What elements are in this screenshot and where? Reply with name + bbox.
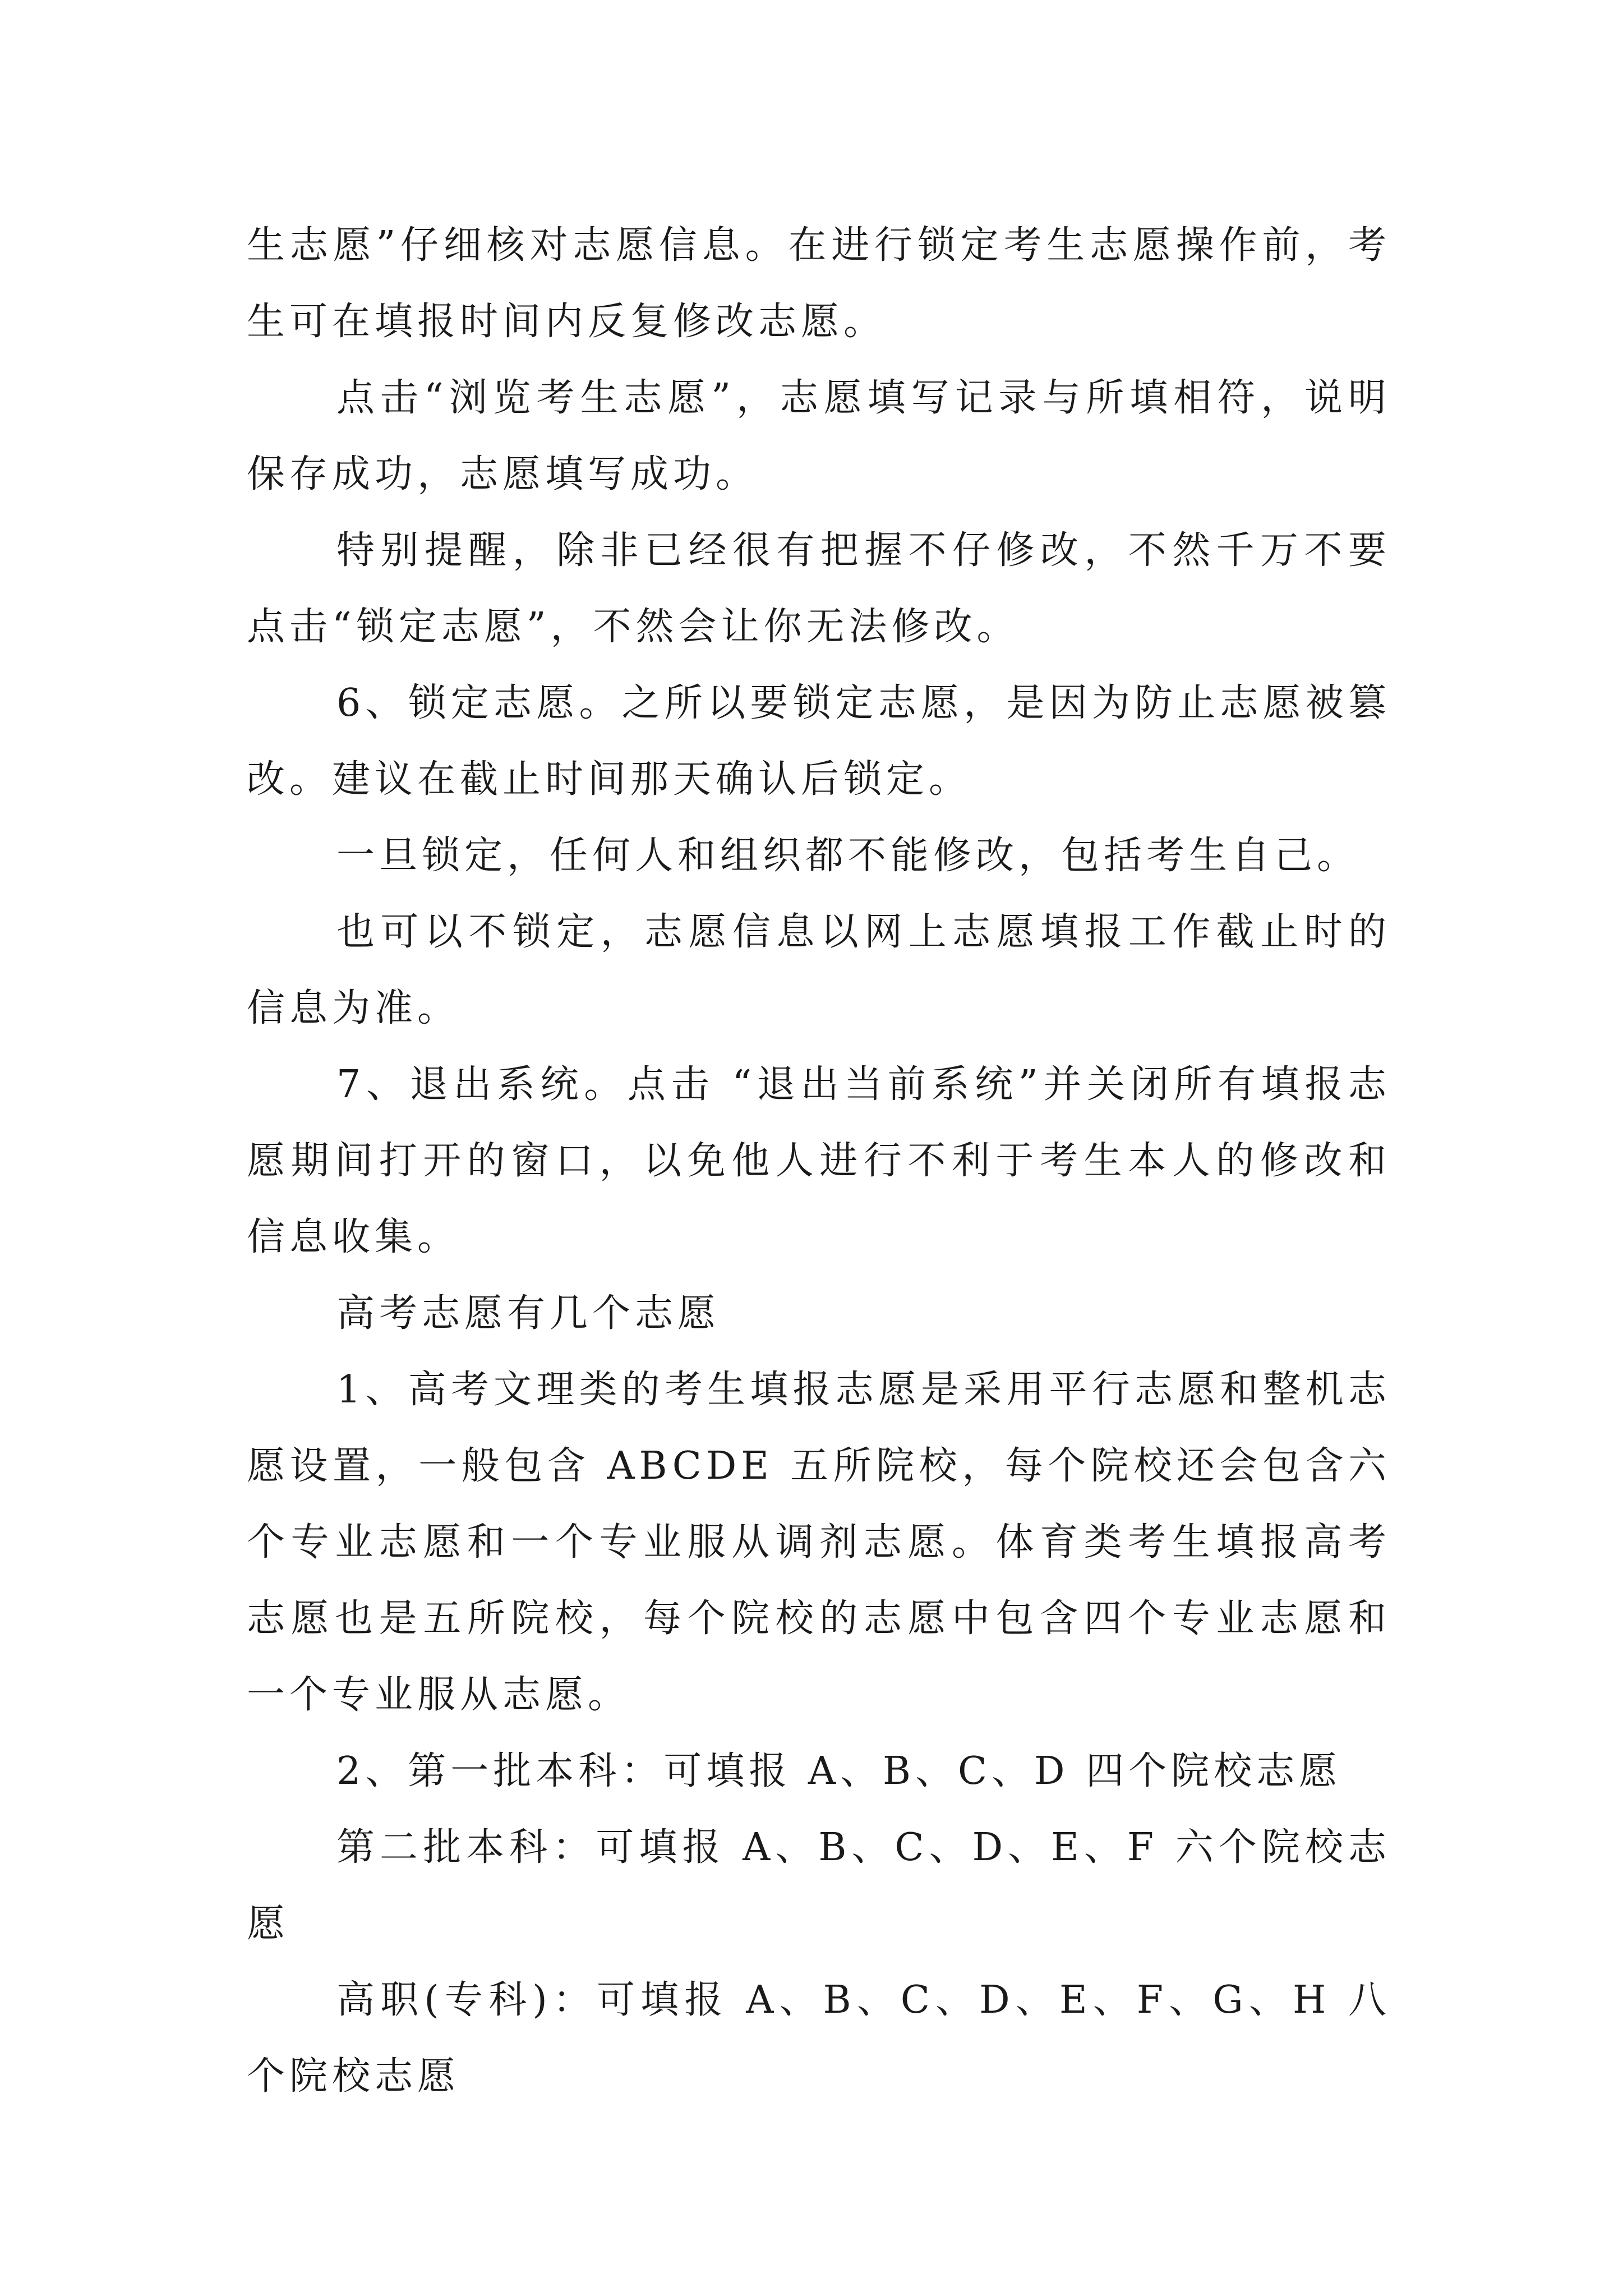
paragraph-continuation: 生志愿”仔细核对志愿信息。在进行锁定考生志愿操作前，考生可在填报时间内反复修改志愿。	[247, 223, 1391, 344]
paragraph-point-2-first-batch: 2、第一批本科：可填报 A、B、C、D 四个院校志愿	[336, 1749, 1342, 1793]
paragraph-once-locked: 一旦锁定，任何人和组织都不能修改，包括考生自己。	[336, 834, 1360, 878]
paragraph-vocational: 高职(专科)：可填报 A、B、C、D、E、F、G、H 八个院校志愿	[247, 1978, 1391, 2099]
paragraph-browse-volunteer: 点击“浏览考生志愿”，志愿填写记录与所填相符，说明保存成功，志愿填写成功。	[247, 376, 1391, 496]
document-body	[247, 208, 1391, 2115]
paragraph-step-6-lock: 6、锁定志愿。之所以要锁定志愿，是因为防止志愿被篡改。建议在截止时间那天确认后锁定。	[247, 681, 1391, 802]
paragraph-special-reminder: 特别提醒，除非已经很有把握不仔修改，不然千万不要点击“锁定志愿”，不然会让你无法修改。	[247, 528, 1391, 649]
paragraph-step-7-exit: 7、退出系统。点击 “退出当前系统”并关闭所有填报志愿期间打开的窗口，以免他人进行不利于考生本人的修改和信息收集。	[247, 1062, 1391, 1259]
section-heading: 高考志愿有几个志愿	[336, 1291, 721, 1336]
paragraph-second-batch: 第二批本科：可填报 A、B、C、D、E、F 六个院校志愿	[247, 1825, 1391, 1946]
paragraph-no-lock: 也可以不锁定，志愿信息以网上志愿填报工作截止时的信息为准。	[247, 910, 1391, 1030]
paragraph-point-1: 1、高考文理类的考生填报志愿是采用平行志愿和整机志愿设置，一般包含 ABCDE 五所院校，每个院校还会包含六个专业志愿和一个专业服从调剂志愿。体育类考生填报高考志愿也是五所院校，每个院校的志愿中包含四个专业志愿和一个专业服从志愿。	[247, 1368, 1391, 1717]
